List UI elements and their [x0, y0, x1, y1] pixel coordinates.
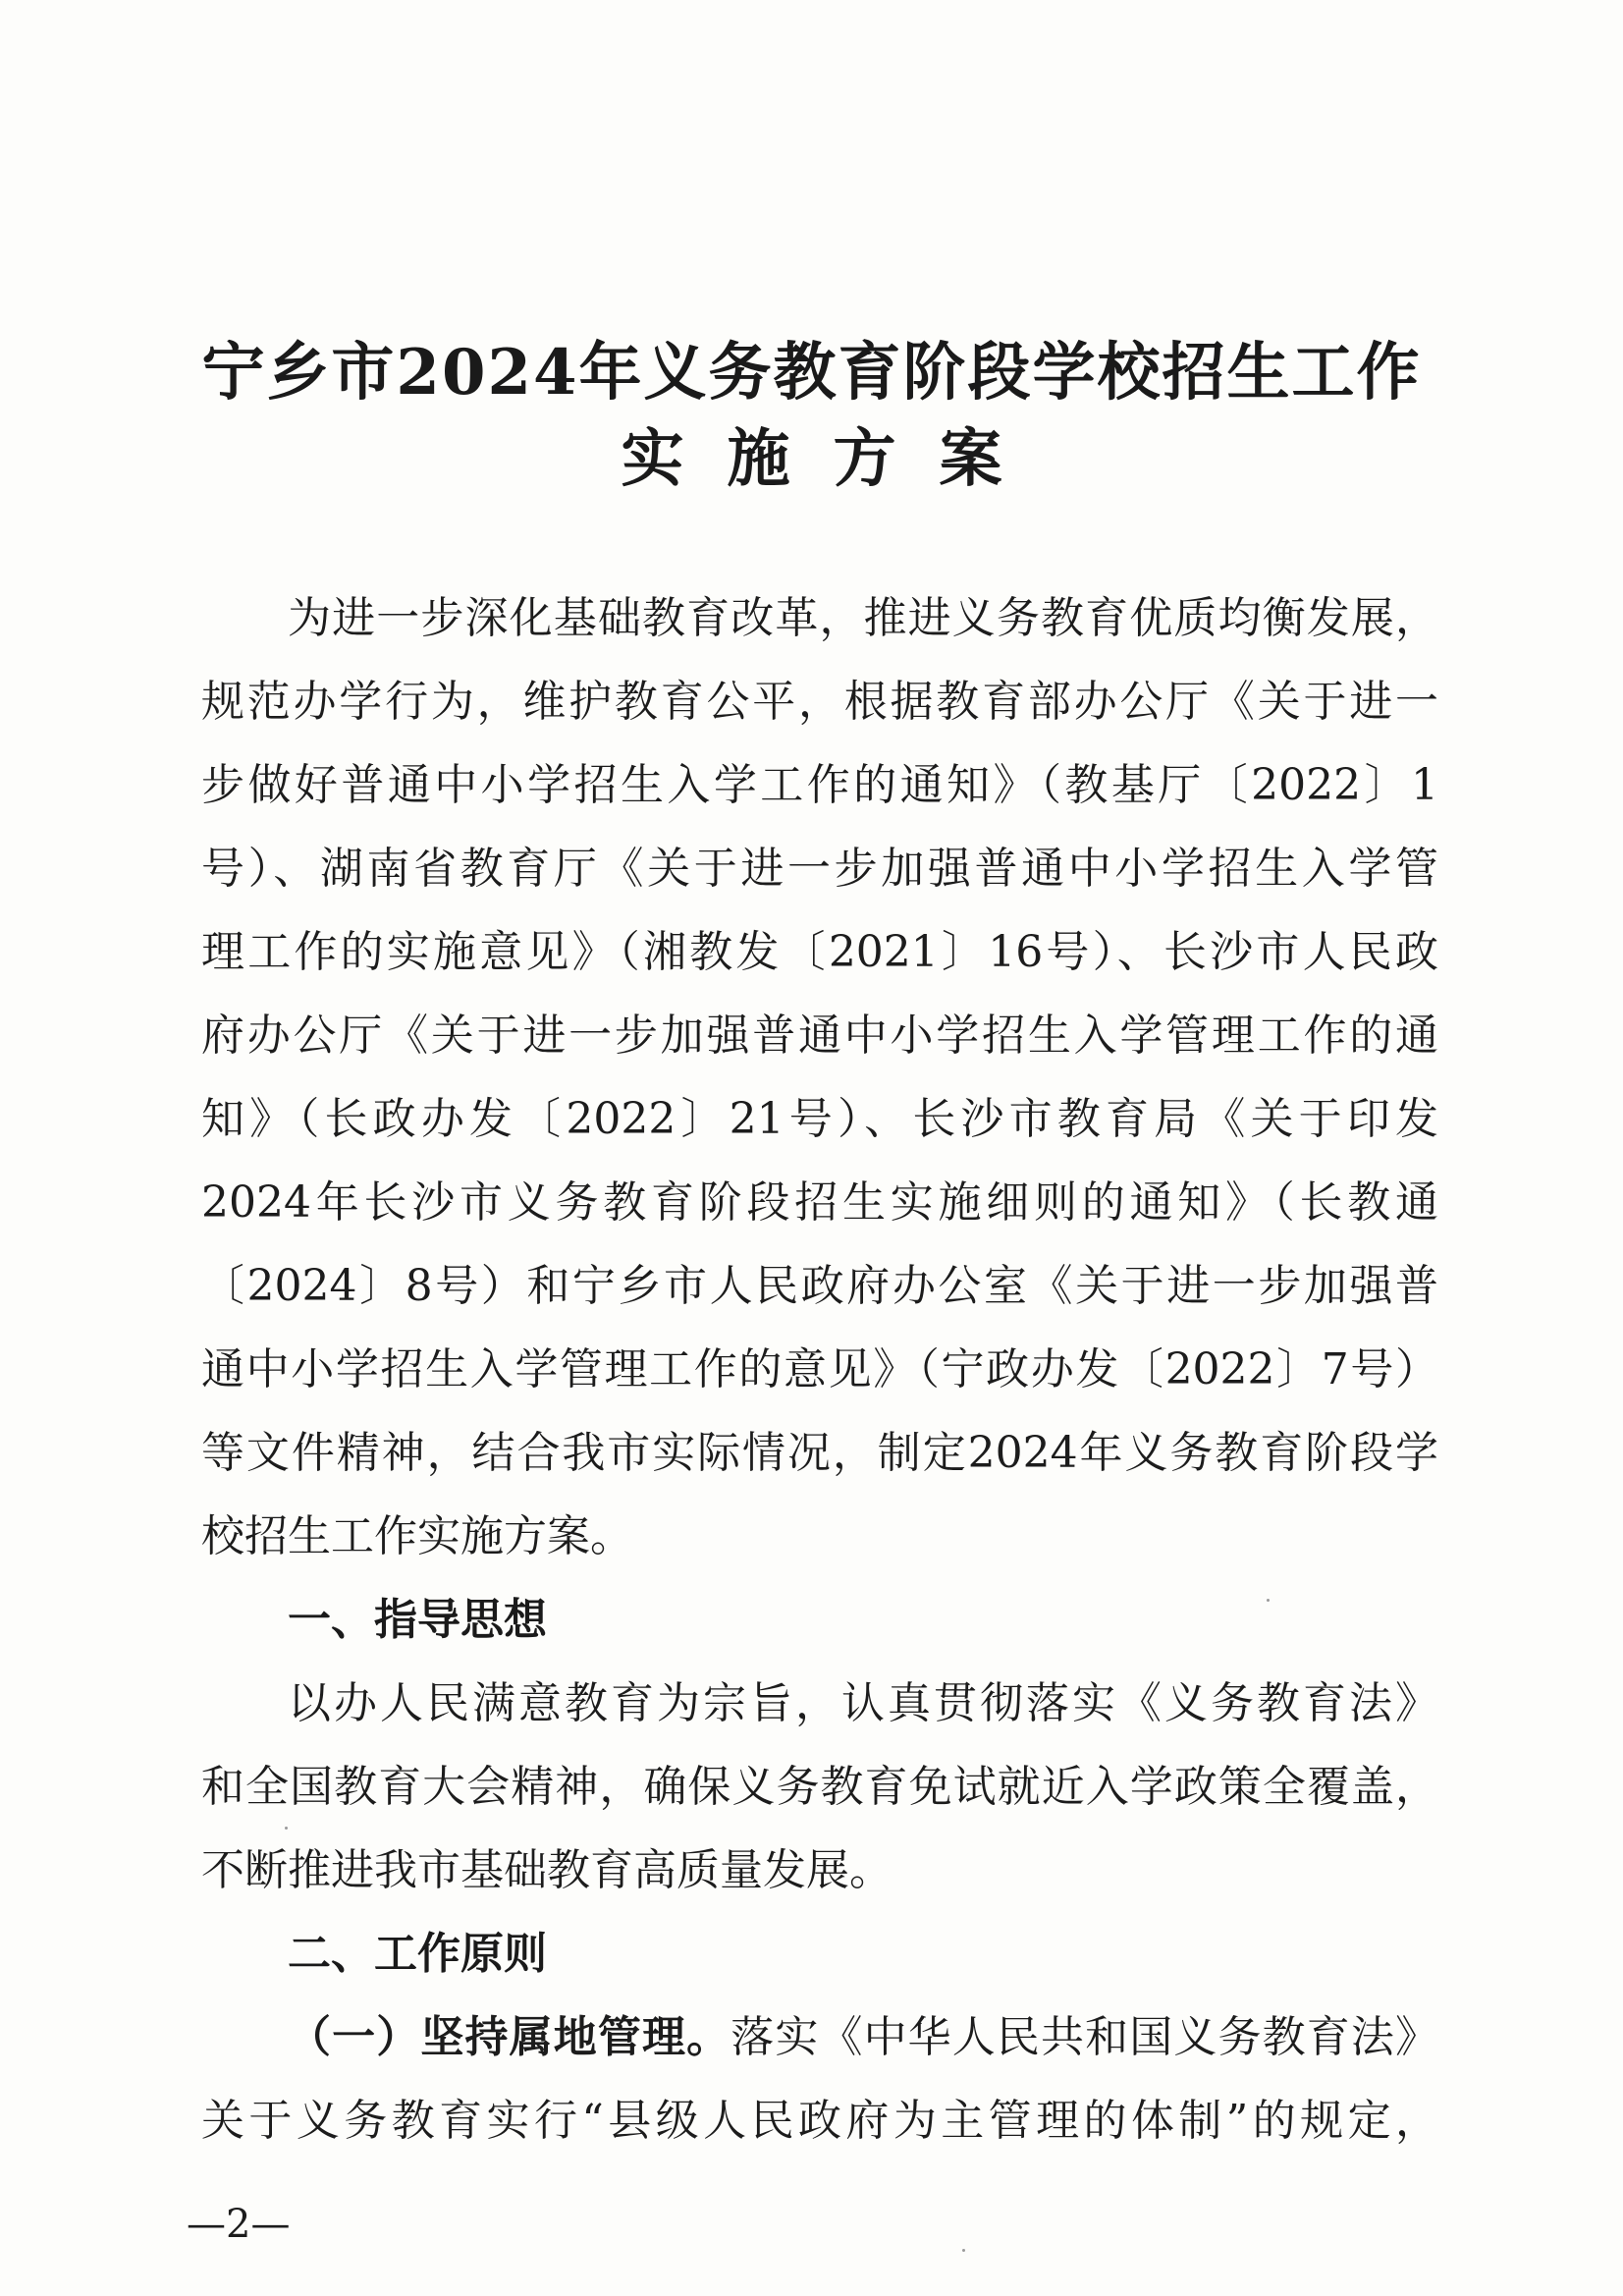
- intro-paragraph-line: 号）、湖南省教育厅《关于进一步加强普通中小学招生入学管: [201, 844, 1438, 894]
- section-heading-work-principles: 二、工作原则: [288, 1929, 547, 1979]
- scan-speck: [285, 1827, 288, 1830]
- intro-paragraph-line: 2024年长沙市义务教育阶段招生实施细则的通知》（长教通: [201, 1177, 1438, 1228]
- section2-item1-line: [288, 2008, 1438, 2067]
- item-label-local-management: （一）坚持属地管理。: [288, 2012, 731, 2062]
- intro-paragraph-line: 通中小学招生入学管理工作的意见》（宁政办发〔2022〕7号）: [201, 1344, 1438, 1394]
- intro-paragraph-line: 为进一步深化基础教育改革，推进义务教育优质均衡发展，: [288, 593, 1438, 643]
- intro-paragraph-line: 规范办学行为，维护教育公平，根据教育部办公厅《关于进一: [201, 677, 1438, 727]
- section1-paragraph-line: 不断推进我市基础教育高质量发展。: [201, 1845, 893, 1895]
- intro-paragraph-line: 步做好普通中小学招生入学工作的通知》（教基厅〔2022〕1: [201, 760, 1438, 810]
- page-number: —2—: [187, 2202, 291, 2247]
- scan-speck: [1267, 1599, 1270, 1602]
- intro-paragraph-line: 校招生工作实施方案。: [201, 1511, 633, 1561]
- intro-paragraph-line: 等文件精神，结合我市实际情况，制定2024年义务教育阶段学: [201, 1428, 1438, 1478]
- item-text: 落实《中华人民共和国义务教育法》: [730, 2012, 1439, 2062]
- document-title-line1: 宁乡市2024年义务教育阶段学校招生工作: [201, 336, 1422, 410]
- intro-paragraph-line: 理工作的实施意见》（湘教发〔2021〕16号）、长沙市人民政: [201, 927, 1438, 977]
- section-heading-guiding-ideology: 一、指导思想: [288, 1595, 547, 1645]
- section2-item1-line: 关于义务教育实行“县级人民政府为主管理的体制”的规定，: [201, 2096, 1438, 2146]
- intro-paragraph-line: 〔2024〕8号）和宁乡市人民政府办公室《关于进一步加强普: [201, 1261, 1438, 1311]
- scan-speck: [962, 2249, 965, 2252]
- section1-paragraph-line: 以办人民满意教育为宗旨，认真贯彻落实《义务教育法》: [288, 1678, 1438, 1728]
- intro-paragraph-line: 知》（长政办发〔2022〕21号）、长沙市教育局《关于印发: [201, 1094, 1438, 1144]
- section1-paragraph-line: 和全国教育大会精神，确保义务教育免试就近入学政策全覆盖，: [201, 1762, 1438, 1812]
- intro-paragraph-line: 府办公厅《关于进一步加强普通中小学招生入学管理工作的通: [201, 1011, 1438, 1061]
- document-title-line2: 实施方案: [621, 422, 1046, 496]
